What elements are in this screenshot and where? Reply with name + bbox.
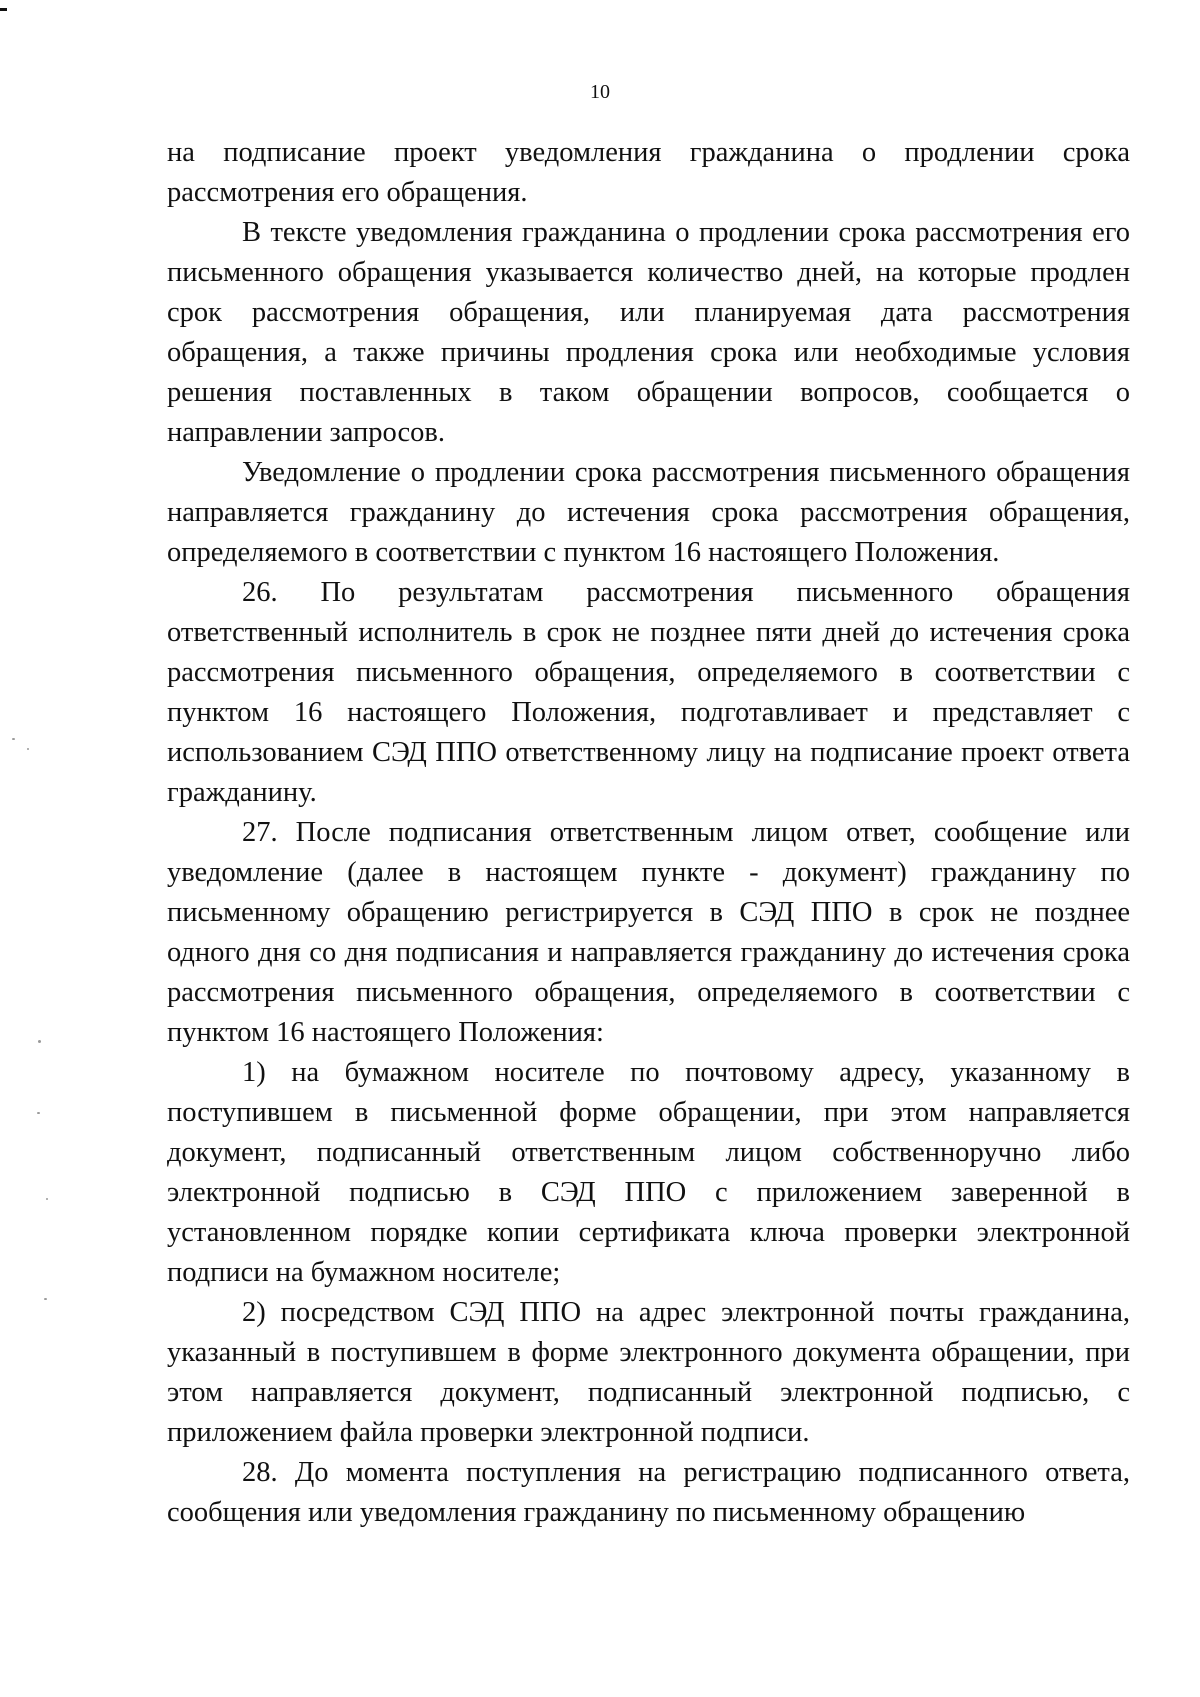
document-body <box>167 133 1130 1533</box>
paragraph-subitem-1: 1) на бумажном носителе по почтовому адресу, указанному в поступившем в письменной форме обращении, при этом направляется документ, подписанный ответственным лицом собственноручно либо электронной подписью в СЭД ППО с приложением заверенной в установленном порядке копии сертификата ключа проверки электронной подписи на бумажном носителе; <box>167 1057 1130 1288</box>
paragraph-notice-text: В тексте уведомления гражданина о продлении срока рассмотрения его письменного обращения указывается количество дней, на которые продлен срок рассмотрения обращения, или планируемая дата рассмотрения обращения, а также причины продления срока или необходимые условия решения поставленных в таком обращении вопросов, сообщается о направлении запросов. <box>167 217 1130 448</box>
scan-corner-mark <box>0 8 7 11</box>
scan-speck <box>44 1298 47 1300</box>
scan-speck <box>27 748 29 750</box>
paragraph-item-27: 27. После подписания ответственным лицом ответ, сообщение или уведомление (далее в настоящем пункте - документ) гражданину по письменному обращению регистрируется в СЭД ППО в срок не позднее одного дня со дня подписания и направляется гражданину до истечения срока рассмотрения письменного обращения, определяемого в соответствии с пунктом 16 настоящего Положения: <box>167 817 1130 1048</box>
scan-speck <box>37 1112 40 1114</box>
paragraph-item-26: 26. По результатам рассмотрения письменного обращения ответственный исполнитель в срок не позднее пяти дней до истечения срока рассмотрения письменного обращения, определяемого в соответствии с пунктом 16 настоящего Положения, подготавливает и представляет с использованием СЭД ППО ответственному лицу на подписание проект ответа гражданину. <box>167 577 1130 808</box>
scan-speck <box>12 738 15 740</box>
scan-speck <box>38 1040 41 1043</box>
page-number: 10 <box>590 81 610 103</box>
paragraph-item-28: 28. До момента поступления на регистрацию подписанного ответа, сообщения или уведомления гражданину по письменному обращению <box>167 1457 1130 1528</box>
paragraph-notice-sending: Уведомление о продлении срока рассмотрения письменного обращения направляется гражданину до истечения срока рассмотрения обращения, определяемого в соответствии с пунктом 16 настоящего Положения. <box>167 457 1130 568</box>
paragraph-subitem-2: 2) посредством СЭД ППО на адрес электронной почты гражданина, указанный в поступившем в форме электронного документа обращении, при этом направляется документ, подписанный электронной подписью, с приложением файла проверки электронной подписи. <box>167 1297 1130 1448</box>
scan-speck <box>46 1198 48 1200</box>
paragraph-continuation: на подписание проект уведомления гражданина о продлении срока рассмотрения его обращения. <box>167 137 1130 208</box>
